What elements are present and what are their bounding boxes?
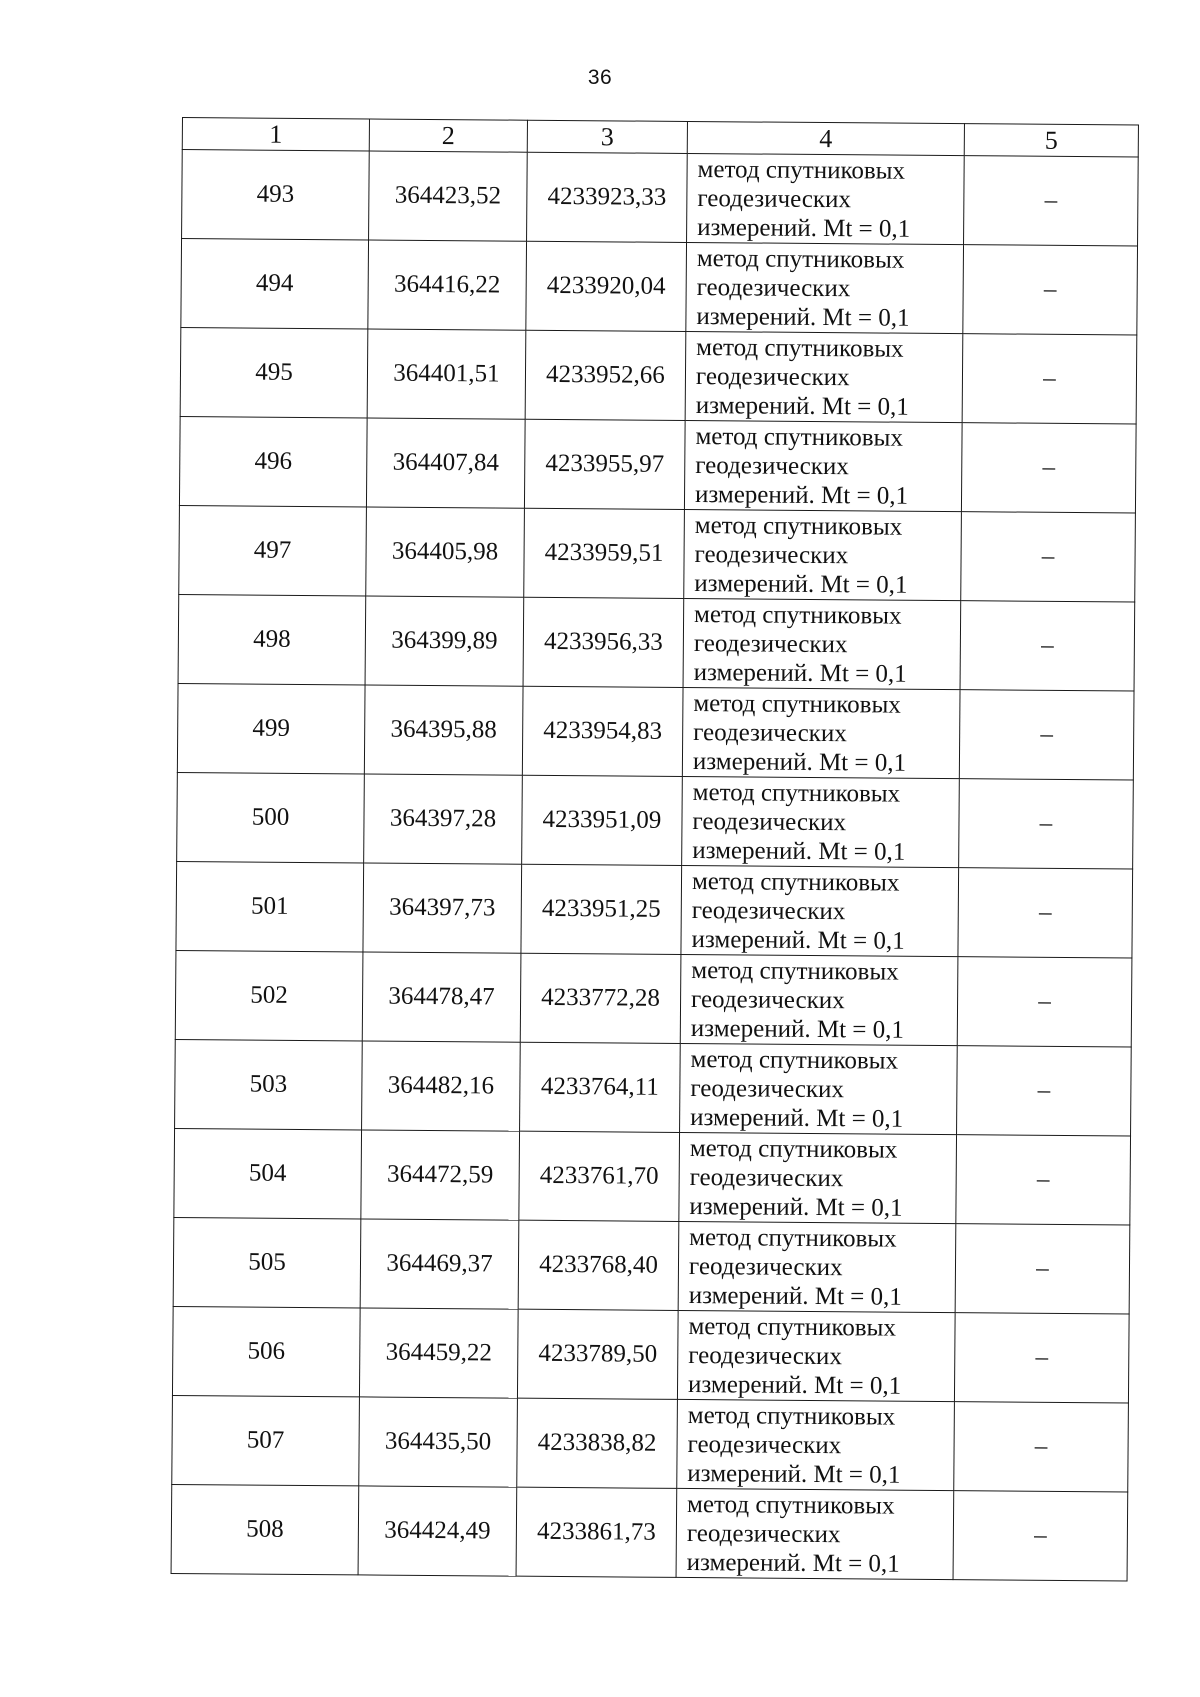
x-coordinate-cell: 364482,16 — [362, 1041, 521, 1131]
method-line: геодезических — [694, 540, 849, 569]
x-coordinate-cell: 364435,50 — [359, 1397, 518, 1487]
y-coordinate-cell: 4233954,83 — [522, 686, 683, 776]
method-line: геодезических — [695, 451, 849, 480]
column-header-5: 5 — [964, 124, 1138, 157]
method-line: измерений. Mt = 0,1 — [689, 1192, 903, 1222]
method-line: геодезических — [695, 362, 850, 391]
method-cell — [677, 1399, 955, 1490]
table-row — [175, 950, 1132, 1047]
method-line: измерений. Mt = 0,1 — [693, 658, 907, 688]
x-coordinate-cell: 364478,47 — [362, 952, 521, 1042]
table-row — [181, 239, 1138, 336]
method-line: геодезических — [693, 629, 848, 658]
x-coordinate-cell: 364423,52 — [369, 151, 528, 241]
note-cell: – — [961, 512, 1136, 602]
point-number-cell: 495 — [180, 327, 368, 417]
method-line: измерений. Mt = 0,1 — [692, 836, 906, 866]
method-cell — [679, 1132, 957, 1223]
method-line: метод спутниковых — [691, 956, 899, 986]
y-coordinate-cell: 4233956,33 — [523, 597, 684, 687]
x-coordinate-cell: 364397,73 — [363, 863, 522, 953]
note-cell: – — [957, 1046, 1132, 1136]
point-number-cell: 503 — [175, 1039, 363, 1129]
y-coordinate-cell: 4233952,66 — [525, 330, 686, 420]
method-line: метод спутниковых — [689, 1134, 898, 1164]
table-row — [179, 416, 1136, 513]
x-coordinate-cell: 364472,59 — [361, 1130, 520, 1220]
x-coordinate-cell: 364416,22 — [368, 240, 527, 330]
point-number-cell: 508 — [171, 1484, 359, 1574]
x-coordinate-cell: 364395,88 — [364, 685, 523, 775]
method-line: метод спутниковых — [695, 422, 904, 452]
x-coordinate-cell: 364405,98 — [366, 507, 525, 597]
method-line: метод спутниковых — [697, 155, 906, 185]
method-line: геодезических — [696, 273, 851, 302]
method-line: геодезических — [688, 1341, 842, 1370]
method-line: измерений. Mt = 0,1 — [694, 569, 908, 599]
column-header-4: 4 — [687, 121, 964, 155]
note-cell: – — [957, 957, 1132, 1047]
method-cell — [678, 1221, 956, 1312]
note-cell: – — [958, 868, 1133, 958]
method-line: измерений. Mt = 0,1 — [690, 1014, 905, 1044]
method-line: геодезических — [691, 896, 846, 925]
note-cell: – — [963, 245, 1138, 335]
y-coordinate-cell: 4233789,50 — [517, 1309, 678, 1399]
table-row — [182, 150, 1139, 247]
method-cell — [686, 242, 964, 333]
point-number-cell: 504 — [174, 1128, 362, 1218]
x-coordinate-cell: 364399,89 — [365, 596, 524, 686]
method-line: метод спутниковых — [692, 778, 901, 808]
method-line: метод спутниковых — [691, 867, 900, 897]
note-cell: – — [960, 601, 1135, 691]
y-coordinate-cell: 4233951,09 — [522, 775, 683, 865]
point-number-cell: 498 — [178, 594, 366, 684]
point-number-cell: 507 — [172, 1395, 360, 1485]
y-coordinate-cell: 4233920,04 — [526, 241, 687, 331]
note-cell: – — [961, 423, 1136, 513]
method-line: геодезических — [690, 1074, 845, 1103]
table-row — [172, 1395, 1129, 1492]
method-line: метод спутниковых — [688, 1312, 897, 1342]
method-line: метод спутниковых — [690, 1045, 899, 1075]
method-line: геодезических — [689, 1163, 844, 1192]
x-coordinate-cell: 364401,51 — [367, 329, 526, 419]
column-header-1: 1 — [182, 118, 369, 151]
x-coordinate-cell: 364397,28 — [364, 774, 523, 864]
method-cell — [680, 954, 958, 1045]
y-coordinate-cell: 4233772,28 — [520, 953, 681, 1043]
note-cell: – — [954, 1402, 1129, 1492]
table-row — [178, 594, 1135, 691]
y-coordinate-cell: 4233861,73 — [516, 1487, 677, 1577]
y-coordinate-cell: 4233761,70 — [519, 1131, 680, 1221]
note-cell: – — [964, 156, 1139, 246]
method-line: измерений. Mt = 0,1 — [687, 1459, 901, 1489]
method-cell — [676, 1488, 954, 1579]
method-line: измерений. Mt = 0,1 — [688, 1281, 902, 1311]
note-cell: – — [959, 690, 1134, 780]
point-number-cell: 500 — [177, 772, 365, 862]
method-cell — [685, 331, 963, 422]
table-row — [172, 1306, 1129, 1403]
method-cell — [682, 776, 960, 867]
method-line: геодезических — [693, 718, 847, 747]
method-line: метод спутниковых — [696, 333, 904, 363]
method-line: геодезических — [687, 1430, 842, 1459]
method-line: метод спутниковых — [694, 600, 902, 630]
method-cell — [677, 1310, 955, 1401]
note-cell: – — [954, 1313, 1129, 1403]
table-row — [180, 327, 1137, 424]
table-row — [173, 1217, 1130, 1314]
note-cell: – — [955, 1224, 1130, 1314]
table-row — [177, 683, 1134, 780]
y-coordinate-cell: 4233838,82 — [517, 1398, 678, 1488]
method-line: геодезических — [690, 985, 845, 1014]
method-line: измерений. Mt = 0,1 — [686, 1548, 900, 1578]
method-cell — [687, 153, 965, 244]
point-number-cell: 493 — [182, 150, 370, 240]
method-line: измерений. Mt = 0,1 — [696, 302, 910, 332]
table-row — [174, 1128, 1131, 1225]
point-number-cell: 494 — [181, 239, 369, 329]
note-cell: – — [953, 1491, 1128, 1581]
point-number-cell: 501 — [176, 861, 364, 951]
column-header-2: 2 — [369, 119, 527, 152]
method-line: измерений. Mt = 0,1 — [695, 391, 909, 421]
table-row — [175, 1039, 1132, 1136]
method-line: метод спутниковых — [696, 244, 905, 274]
point-number-cell: 499 — [177, 683, 365, 773]
note-cell: – — [956, 1135, 1131, 1225]
table-row — [177, 772, 1134, 869]
method-line: измерений. Mt = 0,1 — [697, 213, 911, 243]
table-row — [179, 505, 1136, 602]
method-cell — [681, 865, 959, 956]
table-row — [171, 1484, 1128, 1581]
coordinates-table — [171, 117, 1139, 1581]
method-line: метод спутниковых — [687, 1490, 895, 1520]
column-header-3: 3 — [527, 120, 687, 153]
method-line: метод спутниковых — [694, 511, 903, 541]
method-line: геодезических — [697, 184, 852, 213]
method-line: метод спутниковых — [687, 1401, 896, 1431]
y-coordinate-cell: 4233764,11 — [520, 1042, 681, 1132]
method-cell — [680, 1043, 958, 1134]
method-line: измерений. Mt = 0,1 — [692, 747, 907, 777]
note-cell: – — [962, 334, 1137, 424]
method-line: метод спутниковых — [693, 689, 901, 719]
method-cell — [683, 598, 961, 689]
point-number-cell: 497 — [179, 505, 367, 595]
point-number-cell: 506 — [172, 1306, 360, 1396]
point-number-cell: 505 — [173, 1217, 361, 1307]
y-coordinate-cell: 4233923,33 — [527, 152, 688, 242]
x-coordinate-cell: 364459,22 — [359, 1308, 518, 1398]
x-coordinate-cell: 364424,49 — [358, 1486, 517, 1576]
method-cell — [684, 509, 962, 600]
y-coordinate-cell: 4233951,25 — [521, 864, 682, 954]
page-number: 36 — [587, 66, 613, 89]
method-line: метод спутниковых — [689, 1223, 897, 1253]
method-line: измерений. Mt = 0,1 — [691, 925, 905, 955]
method-line: геодезических — [686, 1519, 841, 1548]
x-coordinate-cell: 364469,37 — [360, 1219, 519, 1309]
y-coordinate-cell: 4233955,97 — [524, 419, 685, 509]
method-line: измерений. Mt = 0,1 — [694, 480, 909, 510]
table-row — [176, 861, 1133, 958]
method-cell — [684, 420, 962, 511]
point-number-cell: 496 — [179, 416, 367, 506]
method-cell — [682, 687, 960, 778]
y-coordinate-cell: 4233959,51 — [524, 508, 685, 598]
method-line: геодезических — [688, 1252, 843, 1281]
note-cell: – — [959, 779, 1134, 869]
x-coordinate-cell: 364407,84 — [366, 418, 525, 508]
method-line: измерений. Mt = 0,1 — [687, 1370, 902, 1400]
point-number-cell: 502 — [175, 950, 363, 1040]
y-coordinate-cell: 4233768,40 — [518, 1220, 679, 1310]
method-line: измерений. Mt = 0,1 — [690, 1103, 904, 1133]
method-line: геодезических — [692, 807, 847, 836]
table-body — [171, 150, 1138, 1581]
